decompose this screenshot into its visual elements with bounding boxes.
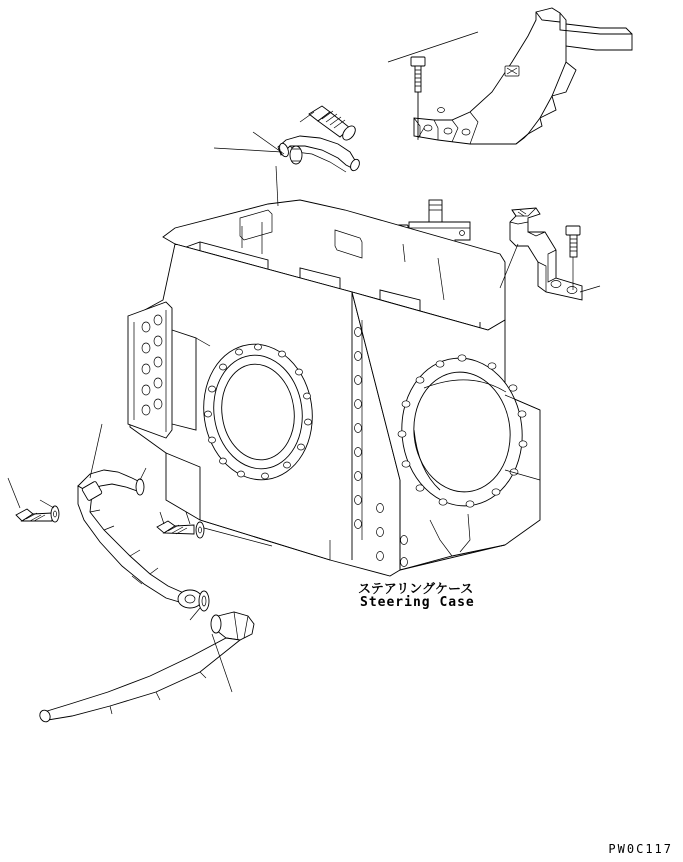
elbow-tube-upper — [278, 136, 361, 172]
caption-english: Steering Case — [360, 595, 475, 610]
bolt-right — [566, 226, 580, 257]
washer-lower-center — [196, 522, 204, 538]
bolt-top-center — [411, 57, 425, 92]
bolt-upper-left — [309, 106, 358, 142]
caption-japanese: ステアリングケース — [358, 582, 474, 597]
washer-left-lower — [51, 506, 59, 522]
bolt-left-lower — [16, 509, 52, 521]
tube-lower-long — [38, 612, 254, 724]
top-bracket-plate — [414, 8, 632, 144]
seal-ring-lower — [199, 591, 209, 611]
bolt-lower-center — [157, 521, 194, 534]
drawing-code: PW0C117 — [608, 842, 673, 856]
steering-case-housing — [128, 200, 540, 576]
